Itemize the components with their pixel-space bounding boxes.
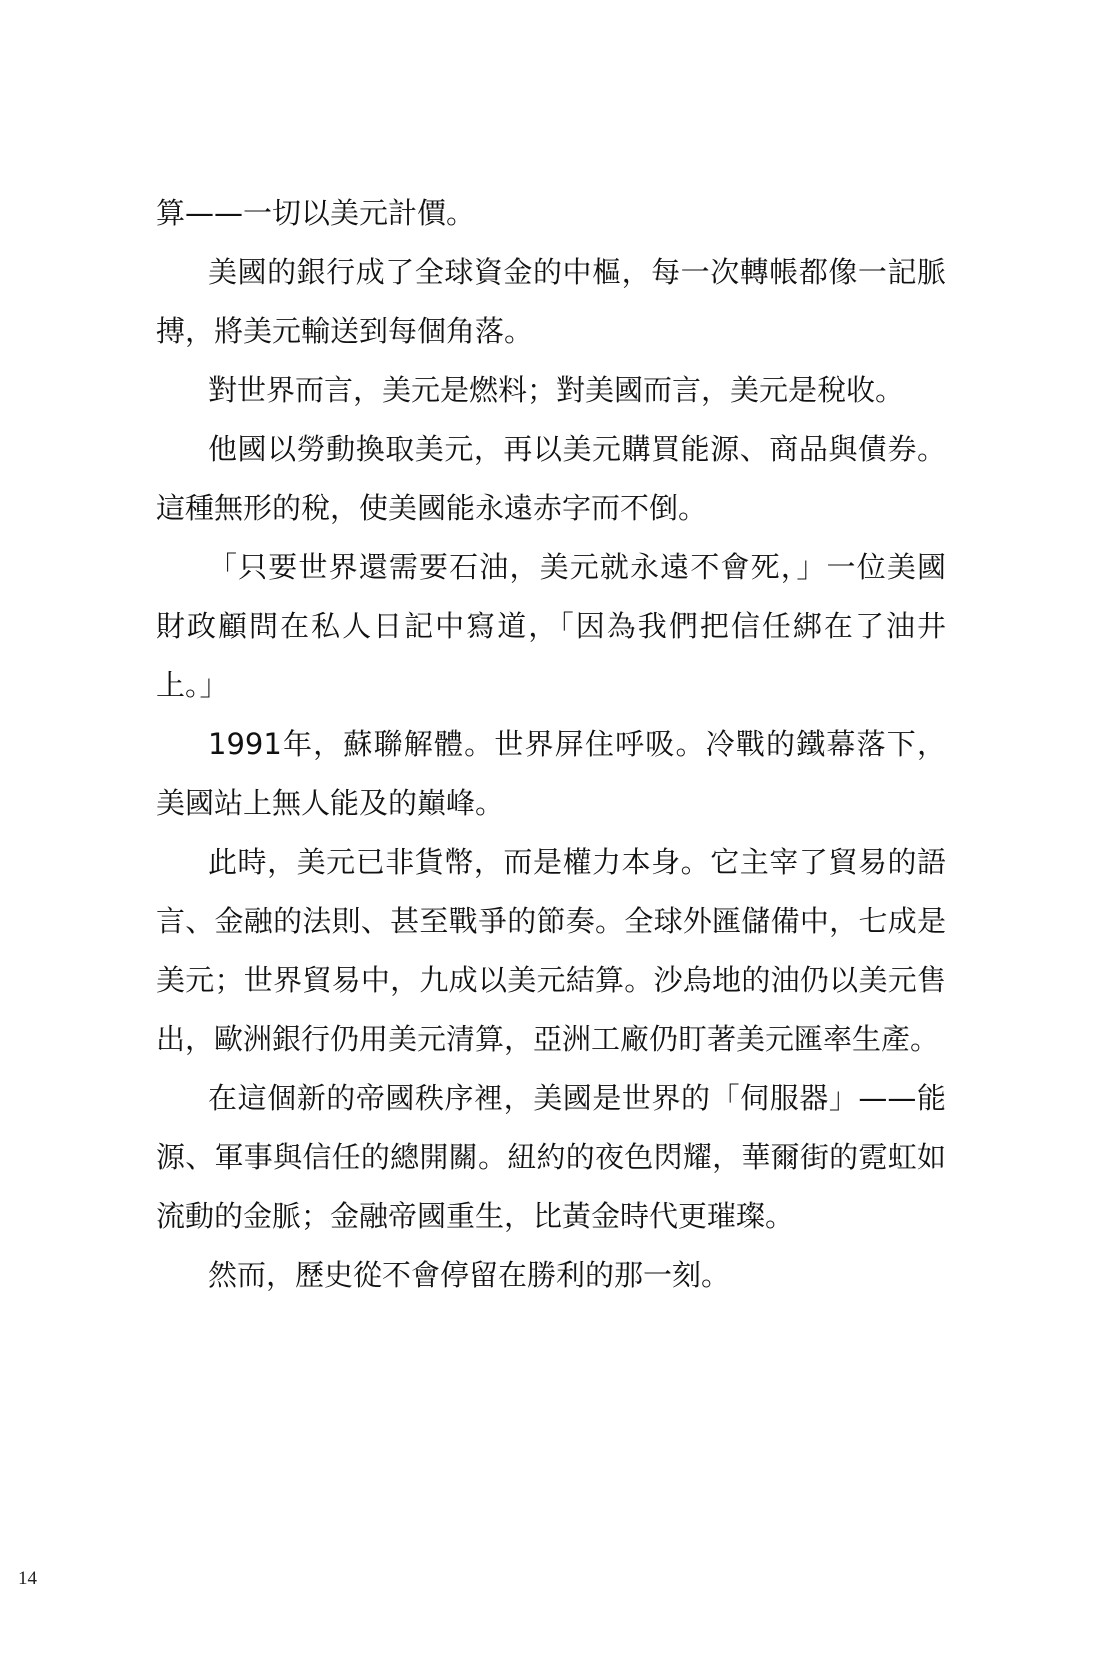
paragraph: 美國的銀行成了全球資金的中樞，每一次轉帳都像一記脈搏，將美元輸送到每個角落。 [156,255,946,348]
paragraph: 對世界而言，美元是燃料；對美國而言，美元是稅收。 [208,373,905,407]
paragraph: 在這個新的帝國秩序裡，美國是世界的「伺服器」——能源、軍事與信任的總開關。紐約的夜色閃耀，華爾街的霓虹如流動的金脈；金融帝國重生，比黃金時代更璀璨。 [156,1081,946,1233]
page-number: 14 [18,1568,37,1589]
paragraph: 然而，歷史從不會停留在勝利的那一刻。 [208,1258,731,1292]
paragraph: 此時，美元已非貨幣，而是權力本身。它主宰了貿易的語言、金融的法則、甚至戰爭的節奏。全球外匯儲備中，七成是美元；世界貿易中，九成以美元結算。沙烏地的油仍以美元售出，歐洲銀行仍用美元清算，亞洲工廠仍盯著美元匯率生產。 [156,845,946,1056]
body-text [156,184,946,1305]
paragraph: 他國以勞動換取美元，再以美元購買能源、商品與債券。這種無形的稅，使美國能永遠赤字而不倒。 [156,432,946,525]
paragraph: 1991年，蘇聯解體。世界屏住呼吸。冷戰的鐵幕落下，美國站上無人能及的巔峰。 [156,727,946,820]
paragraph: 「只要世界還需要石油，美元就永遠不會死，」一位美國財政顧問在私人日記中寫道，「因為我們把信任綁在了油井上。」 [156,550,946,702]
paragraph-continuation: 算——一切以美元計價。 [156,196,476,230]
